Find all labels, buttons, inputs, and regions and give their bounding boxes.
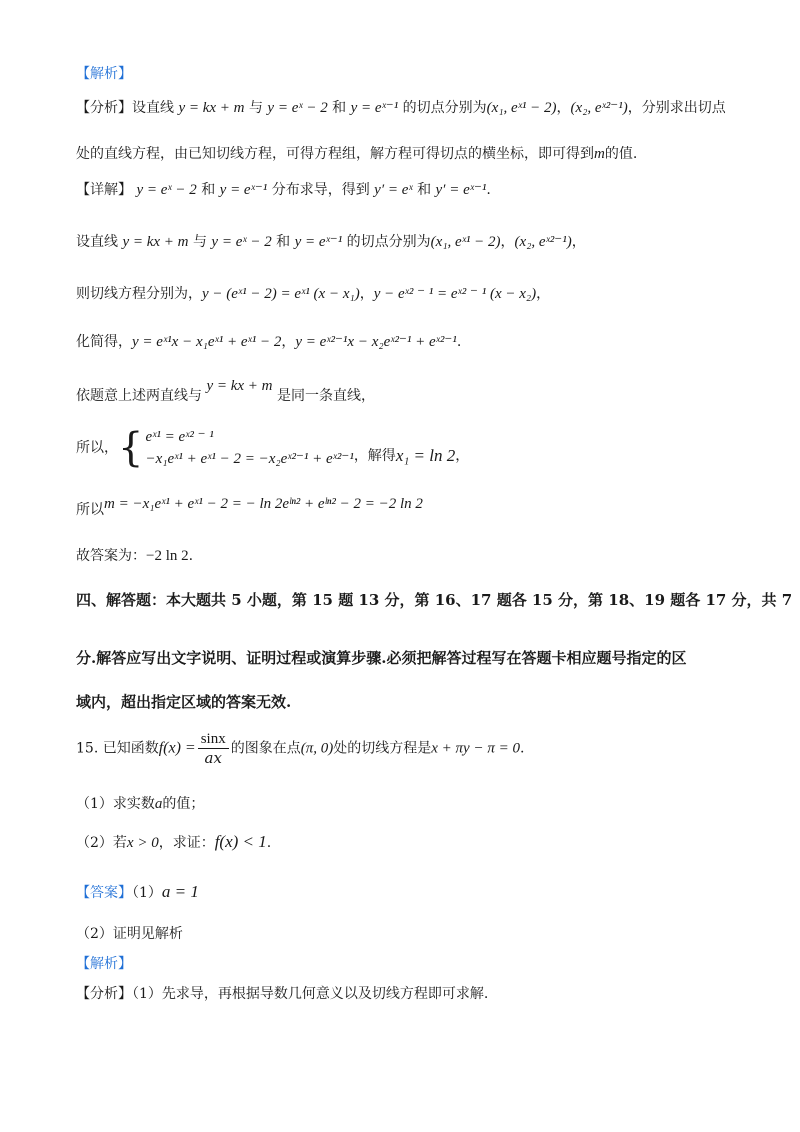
- variable: a: [154, 796, 163, 812]
- text: ，求证：: [158, 835, 215, 851]
- text: 分布求导，得到: [271, 182, 370, 198]
- text: 故答案为：: [76, 548, 146, 564]
- question-15-part-2: [76, 832, 760, 853]
- inequality: f(x) < 1: [214, 832, 267, 851]
- text: 化简得，: [76, 334, 132, 350]
- xiangjie-tag: 【详解】: [76, 182, 132, 198]
- text: ，: [455, 448, 470, 464]
- text: 则切线方程分别为，: [76, 286, 202, 302]
- text: 与: [248, 100, 263, 116]
- point: (x₂, eˣ²⁻¹): [514, 234, 572, 250]
- equation: y = eˣ⁻¹: [350, 100, 399, 116]
- suoyi-line: [76, 426, 760, 470]
- answer-value: −2 ln 2: [146, 548, 189, 564]
- equation: y = eˣ⁻¹: [294, 234, 343, 250]
- text: ，: [359, 286, 374, 302]
- point: (x₁, eˣ¹ − 2): [430, 234, 501, 250]
- answer-15-line-2: （2）证明见解析: [76, 926, 183, 942]
- xiangjie-line: [76, 180, 760, 200]
- text: .: [456, 334, 462, 350]
- text: 的切点分别为: [346, 234, 431, 250]
- equation: y = kx + m: [178, 100, 245, 116]
- answer-15-line-1: [76, 882, 760, 903]
- jiexi-tag-2: [76, 954, 760, 974]
- text: 的切点分别为: [402, 100, 487, 116]
- denominator: ax: [204, 749, 222, 767]
- text: .: [188, 548, 194, 564]
- text: 和: [417, 182, 432, 198]
- numerator: sinx: [198, 730, 229, 749]
- m-line: [76, 496, 760, 520]
- qiexian-line: [76, 284, 760, 304]
- left-brace: {: [118, 425, 144, 471]
- section-4-heading-line-2: 分.解答应写出文字说明、证明过程或演算步骤.必须把解答过程写在答题卡相应题号指定的区: [76, 649, 687, 667]
- text: 处的直线方程，由已知切线方程，可得方程组，解方程可得切点的横坐标，即可得到: [76, 146, 594, 162]
- text: 和: [276, 234, 291, 250]
- answer-tag: 【答案】: [76, 885, 132, 901]
- text: 设直线: [132, 100, 174, 116]
- answer-line: [76, 546, 760, 566]
- text: ，: [536, 286, 551, 302]
- text: 依题意上述两直线与: [76, 388, 202, 404]
- text: 和: [332, 100, 347, 116]
- yiti-line: [76, 378, 760, 406]
- equation: y = eˣ⁻¹: [219, 182, 268, 198]
- equation: y − (eˣ¹ − 2) = eˣ¹ (x − x₁): [202, 286, 360, 302]
- text: 所以，: [76, 440, 118, 456]
- equation: y = eˣ²⁻¹x − x₂eˣ²⁻¹ + eˣ²⁻¹: [295, 334, 457, 350]
- section-4-heading-line-3: 域内，超出指定区域的答案无效.: [76, 693, 292, 711]
- equation: y′ = eˣ: [374, 182, 413, 198]
- equation: y = kx + m: [206, 378, 273, 394]
- equation: y′ = eˣ⁻¹: [435, 182, 487, 198]
- text: .: [486, 182, 491, 198]
- equation: y = kx + m: [122, 234, 189, 250]
- text: ，: [281, 334, 296, 350]
- condition: x > 0: [126, 835, 159, 851]
- equation: x + πy − π = 0: [431, 740, 520, 757]
- text: .: [266, 835, 272, 851]
- text: ，: [500, 234, 515, 250]
- answer-value: a = 1: [161, 882, 199, 901]
- text: .: [519, 740, 525, 757]
- text: （1）求实数: [76, 796, 155, 812]
- solution: x₁ = ln 2: [395, 446, 456, 465]
- fenxi-tag: 【分析】: [76, 986, 132, 1002]
- equation: y − eˣ² ⁻ ¹ = eˣ² ⁻ ¹ (x − x₂): [373, 286, 537, 302]
- text: （2）若: [76, 835, 127, 851]
- equation: y = eˣ − 2: [136, 182, 197, 198]
- system-eq-2: −x₁eˣ¹ + eˣ¹ − 2 = −x₂eˣ²⁻¹ + eˣ²⁻¹: [145, 451, 354, 467]
- equation: y = eˣ − 2: [267, 100, 328, 116]
- text: 与: [192, 234, 207, 250]
- text: 设直线: [76, 234, 118, 250]
- fenxi-line-1: [76, 98, 760, 118]
- text: ，分别求出切点: [627, 100, 726, 116]
- function: f(x) =: [158, 739, 196, 757]
- point: (x₂, eˣ²⁻¹): [570, 100, 628, 116]
- fenxi-line-2: [76, 144, 760, 164]
- fraction: [198, 730, 229, 767]
- huajian-line: [76, 332, 760, 352]
- text: 处的切线方程是: [333, 740, 432, 757]
- jiexi-tag-1: [76, 64, 760, 84]
- text: 是同一条直线，: [276, 388, 375, 404]
- equation-system: [145, 426, 353, 470]
- text: （1）: [132, 885, 162, 901]
- text: 的值.: [604, 146, 638, 162]
- question-15-part-1: [76, 794, 760, 814]
- text: 和: [201, 182, 216, 198]
- equation: y = eˣ¹x − x₁eˣ¹ + eˣ¹ − 2: [132, 334, 282, 350]
- fenxi-15-line: [76, 984, 760, 1004]
- question-number: 15. 已知函数: [76, 740, 159, 757]
- text: 所以: [76, 502, 104, 518]
- fenxi-tag: 【分析】: [76, 100, 132, 116]
- equation: y = eˣ − 2: [211, 234, 272, 250]
- text: （1）先求导，再根据导数几何意义以及切线方程即可求解.: [132, 986, 489, 1002]
- jiexi-label: 【解析】: [76, 66, 132, 82]
- jiexi-label: 【解析】: [76, 956, 132, 972]
- system-eq-1: eˣ¹ = eˣ² ⁻ ¹: [145, 429, 214, 445]
- text: ，解得: [353, 448, 396, 464]
- section-4-heading-line-1: 四、解答题：本大题共 5 小题，第 15 题 13 分，第 16、17 题各 15 分，第 18、19 题各 17 分，共 7: [76, 591, 793, 609]
- text: ，: [571, 234, 586, 250]
- text: 的图象在点: [230, 740, 301, 757]
- text: 的值；: [162, 796, 205, 812]
- variable: m: [594, 146, 605, 162]
- equation: m = −x₁eˣ¹ + eˣ¹ − 2 = − ln 2eˡⁿ² + eˡⁿ² − 2 = −2 ln 2: [104, 496, 423, 512]
- question-15: [76, 730, 760, 767]
- point: (x₁, eˣ¹ − 2): [486, 100, 557, 116]
- she-line: [76, 232, 760, 252]
- text: ，: [556, 100, 571, 116]
- point: (π, 0): [300, 740, 334, 757]
